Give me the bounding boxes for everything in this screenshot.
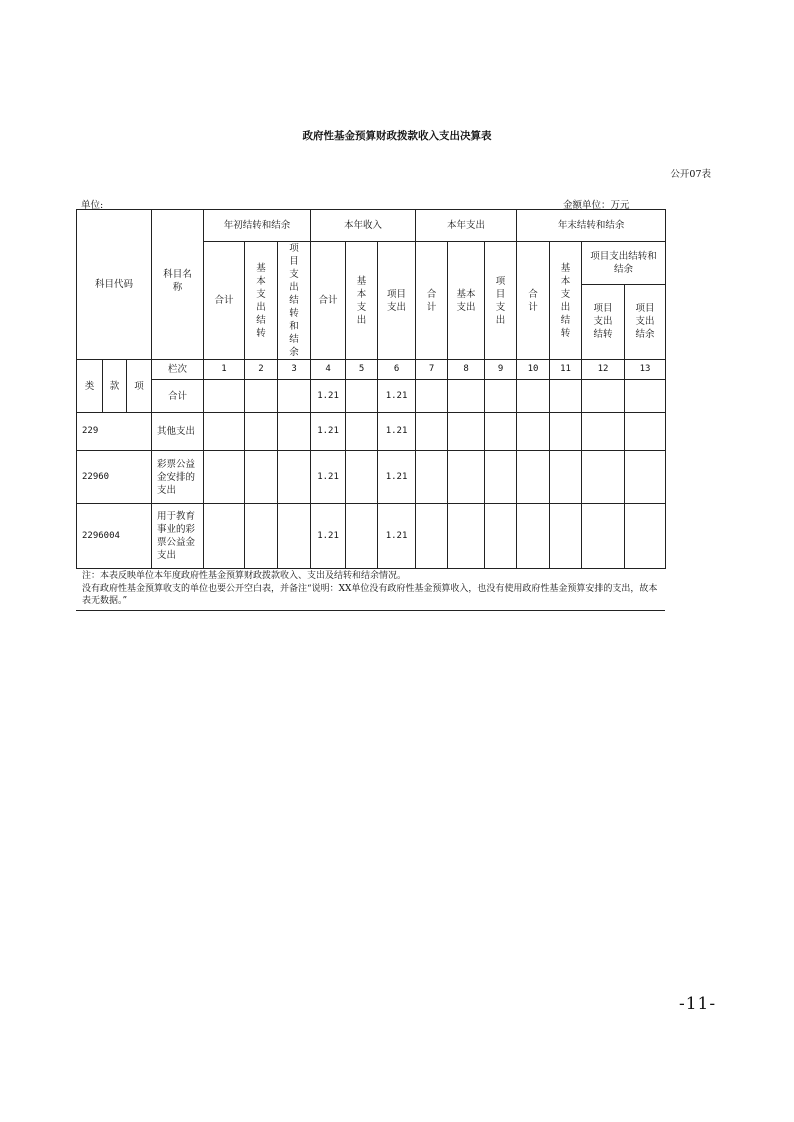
column-index-row	[77, 360, 666, 380]
row-name: 其他支出	[152, 413, 204, 451]
col-no: 2	[245, 360, 278, 380]
cell	[245, 380, 278, 413]
cell: 1.21	[378, 504, 416, 569]
notes	[76, 570, 665, 611]
cell	[346, 504, 378, 569]
cell: 1.21	[378, 413, 416, 451]
col-no: 1	[204, 360, 245, 380]
header-income-basic: 基本支出	[346, 242, 378, 360]
cell	[278, 380, 311, 413]
col-no: 13	[625, 360, 666, 380]
col-no: 10	[517, 360, 550, 380]
cell	[517, 413, 550, 451]
table-row	[77, 451, 666, 504]
header-begin-project: 项目支出结转和结余	[278, 242, 311, 360]
cell	[245, 504, 278, 569]
cell: 1.21	[311, 380, 346, 413]
col-no: 9	[485, 360, 517, 380]
cell	[245, 451, 278, 504]
header-expense-project: 项目支出	[485, 242, 517, 360]
col-no: 5	[346, 360, 378, 380]
cell	[448, 451, 485, 504]
cell	[204, 413, 245, 451]
row-code: 22960	[77, 451, 152, 504]
cell	[625, 380, 666, 413]
row-name: 彩票公益金安排的支出	[152, 451, 204, 504]
cell	[582, 380, 625, 413]
header-begin: 年初结转和结余	[204, 210, 311, 242]
header-subject-name: 科目名称	[152, 210, 204, 360]
header-end-total: 合计	[517, 242, 550, 360]
header-end: 年末结转和结余	[517, 210, 666, 242]
cell	[582, 413, 625, 451]
header-end-basic: 基本支出结转	[550, 242, 582, 360]
cell: 1.21	[311, 451, 346, 504]
cell	[204, 380, 245, 413]
total-row	[77, 380, 666, 413]
cell: 1.21	[378, 451, 416, 504]
cell	[448, 504, 485, 569]
page-title: 政府性基金预算财政拨款收入支出决算表	[302, 130, 492, 142]
cell: 1.21	[378, 380, 416, 413]
header-end-project-carry: 项目支出结转	[582, 284, 625, 359]
cell: 1.21	[311, 413, 346, 451]
unit-label: 单位:	[81, 200, 104, 211]
note-line: 注：本表反映单位本年度政府性基金预算财政拨款收入、支出及结转和结余情况。	[82, 571, 407, 581]
header-income-project: 项目支出	[378, 242, 416, 360]
cell	[448, 413, 485, 451]
cell	[346, 413, 378, 451]
cell	[582, 504, 625, 569]
col-no: 8	[448, 360, 485, 380]
cell	[416, 451, 448, 504]
header-end-project-balance: 项目支出结余	[625, 284, 666, 359]
header-income: 本年收入	[311, 210, 416, 242]
cell	[550, 413, 582, 451]
cell	[550, 451, 582, 504]
cell	[485, 451, 517, 504]
cell	[485, 380, 517, 413]
header-kuan: 款	[103, 360, 127, 413]
cell	[416, 413, 448, 451]
amount-unit: 金额单位：万元	[563, 200, 630, 211]
col-no: 11	[550, 360, 582, 380]
table-row	[77, 413, 666, 451]
cell	[278, 451, 311, 504]
cell	[517, 380, 550, 413]
cell	[517, 504, 550, 569]
cell	[416, 504, 448, 569]
note-line: 没有政府性基金预算收支的单位也要公开空白表，并备注“说明：XX单位没有政府性基金预算收入，也没有使用政府性基金预算安排的支出，故本表无数据。”	[82, 583, 658, 606]
cell	[625, 451, 666, 504]
cell	[582, 451, 625, 504]
cell	[517, 451, 550, 504]
row-name: 用于教育事业的彩票公益金支出	[152, 504, 204, 569]
cell	[448, 380, 485, 413]
header-expense-total: 合计	[416, 242, 448, 360]
cell	[550, 504, 582, 569]
header-end-project: 项目支出结转和结余	[582, 242, 666, 285]
header-expense: 本年支出	[416, 210, 517, 242]
table-row	[77, 504, 666, 569]
header-subject-code: 科目代码	[77, 210, 152, 360]
table-code: 公开07表	[670, 169, 711, 180]
fund-table	[76, 209, 666, 569]
col-no: 6	[378, 360, 416, 380]
cell	[346, 451, 378, 504]
col-no: 7	[416, 360, 448, 380]
page-number: -11-	[679, 994, 717, 1014]
cell	[625, 504, 666, 569]
cell: 1.21	[311, 504, 346, 569]
cell	[278, 504, 311, 569]
cell	[416, 380, 448, 413]
total-label: 合计	[152, 380, 204, 413]
cell	[204, 451, 245, 504]
header-lei: 类	[77, 360, 103, 413]
col-no: 12	[582, 360, 625, 380]
cell	[245, 413, 278, 451]
column-index-label: 栏次	[152, 360, 204, 380]
cell	[204, 504, 245, 569]
cell	[485, 413, 517, 451]
cell	[278, 413, 311, 451]
cell	[550, 380, 582, 413]
col-no: 3	[278, 360, 311, 380]
header-begin-total: 合计	[204, 242, 245, 360]
cell	[625, 413, 666, 451]
row-code: 229	[77, 413, 152, 451]
header-begin-basic: 基本支出结转	[245, 242, 278, 360]
row-code: 2296004	[77, 504, 152, 569]
header-expense-basic: 基本支出	[448, 242, 485, 360]
cell	[346, 380, 378, 413]
header-xiang: 项	[127, 360, 152, 413]
col-no: 4	[311, 360, 346, 380]
cell	[485, 504, 517, 569]
header-income-total: 合计	[311, 242, 346, 360]
